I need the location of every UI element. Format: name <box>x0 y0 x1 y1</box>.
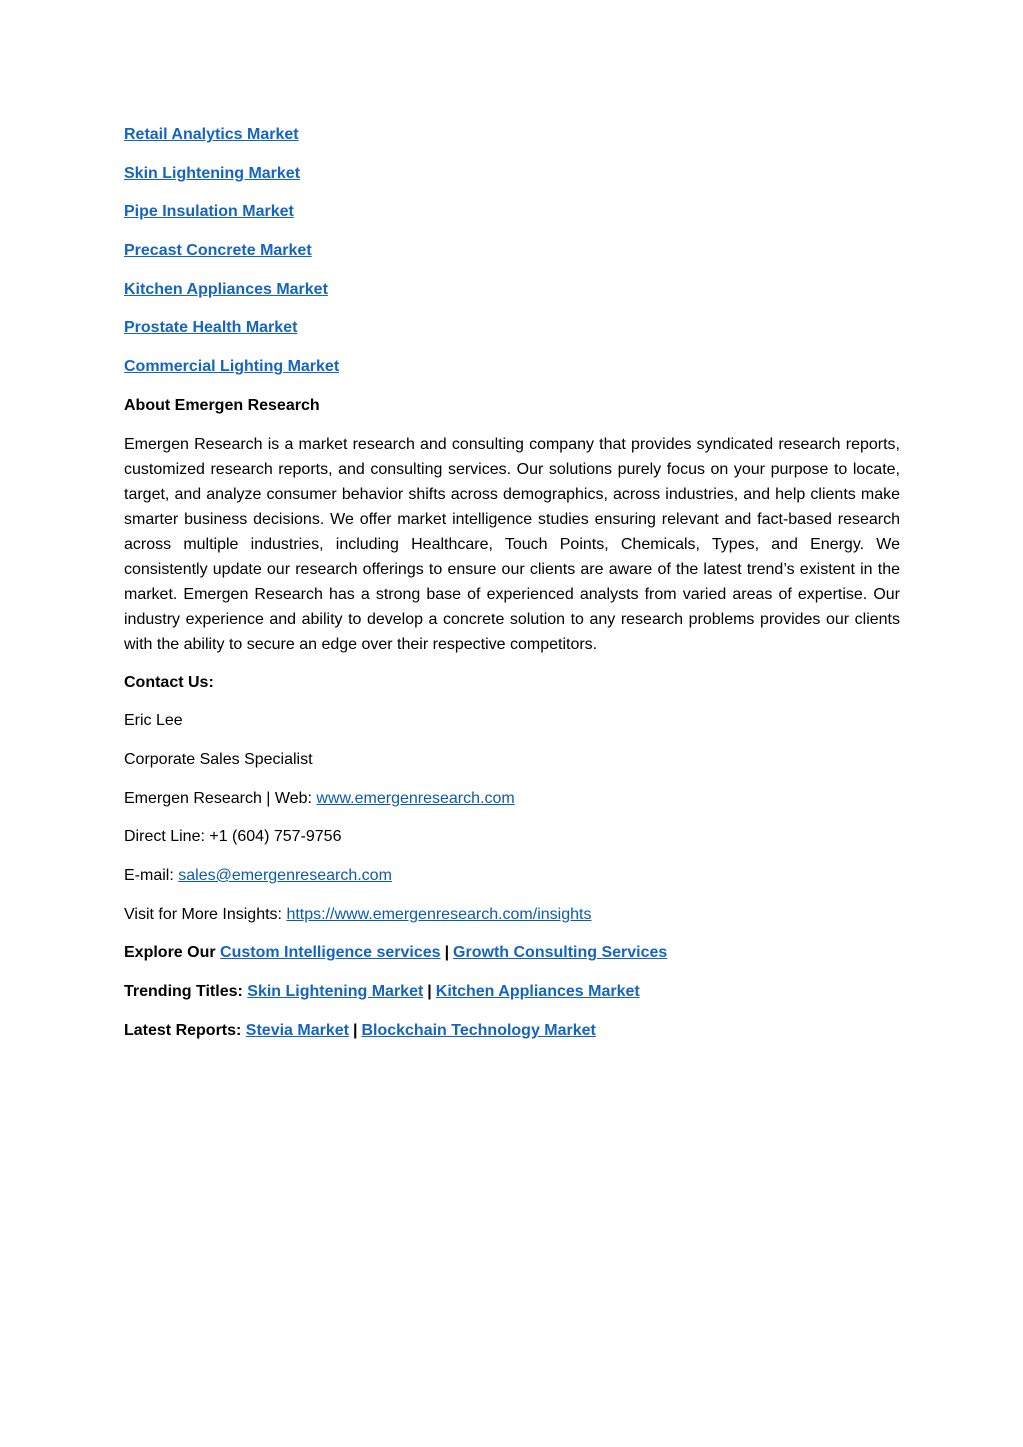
market-link-line <box>124 238 900 277</box>
blockchain-technology-link[interactable]: Blockchain Technology Market <box>361 1021 596 1039</box>
separator: | <box>444 944 450 962</box>
contact-name: Eric Lee <box>124 712 183 730</box>
contact-heading: Contact Us: <box>124 673 214 691</box>
link-commercial-lighting-market[interactable]: Commercial Lighting Market <box>124 358 340 376</box>
about-heading: About Emergen Research <box>124 396 320 414</box>
stevia-market-link[interactable]: Stevia Market <box>245 1021 349 1039</box>
trending-skin-lightening-link[interactable]: Skin Lightening Market <box>247 983 424 1000</box>
custom-intelligence-link[interactable]: Custom Intelligence services <box>220 944 441 962</box>
market-link-line <box>124 122 900 161</box>
web-label: Emergen Research | Web: <box>124 789 317 807</box>
market-link-line <box>124 199 900 238</box>
separator: | <box>352 1021 358 1039</box>
market-link-line <box>124 277 900 316</box>
website-link[interactable]: www.emergenresearch.com <box>316 789 515 807</box>
market-link-line <box>124 354 900 393</box>
explore-label: Explore Our <box>124 944 221 962</box>
link-kitchen-appliances-market[interactable]: Kitchen Appliances Market <box>124 280 328 298</box>
contact-email-line <box>124 863 900 902</box>
latest-line <box>124 1018 900 1057</box>
trending-label: Trending Titles: <box>124 983 248 1000</box>
trending-line <box>124 979 900 1018</box>
separator: | <box>427 983 432 1000</box>
link-skin-lightening-market[interactable]: Skin Lightening Market <box>124 164 301 182</box>
growth-consulting-link[interactable]: Growth Consulting Services <box>453 944 668 962</box>
trending-kitchen-appliances-link[interactable]: Kitchen Appliances Market <box>435 983 640 1000</box>
contact-role: Corporate Sales Specialist <box>124 750 313 768</box>
explore-line <box>124 940 900 979</box>
contact-phone: Direct Line: +1 (604) 757-9756 <box>124 828 342 846</box>
link-precast-concrete-market[interactable]: Precast Concrete Market <box>124 242 312 260</box>
link-retail-analytics-market[interactable]: Retail Analytics Market <box>124 126 299 143</box>
contact-insights-line <box>124 902 900 941</box>
document-page <box>124 122 900 1056</box>
insights-label: Visit for More Insights: <box>124 905 287 923</box>
email-link[interactable]: sales@emergenresearch.com <box>178 866 392 884</box>
latest-label: Latest Reports: <box>124 1021 246 1039</box>
link-pipe-insulation-market[interactable]: Pipe Insulation Market <box>124 203 294 221</box>
link-prostate-health-market[interactable]: Prostate Health Market <box>124 319 298 337</box>
about-paragraph: Emergen Research is a market research and consulting company that provides syndicated research reports, customized research reports, and consulting services. Our solutions purely focus on your purpose to locate, target, and analyze consumer behavior shifts across demographics, across industries, and help clients make smarter business decisions. We offer market intelligence studies ensuring relevant and fact-based research across multiple industries, including Healthcare, Touch Points, Chemicals, Types, and Energy. We consistently update our research offerings to ensure our clients are aware of the latest trend’s existent in the market. Emergen Research has a strong base of experienced analysts from varied areas of expertise. Our industry experience and ability to develop a concrete solution to any research problems provides our clients with the ability to secure an edge over their respective competitors. <box>124 435 900 653</box>
contact-web-line <box>124 786 900 825</box>
market-link-line <box>124 315 900 354</box>
insights-link[interactable]: https://www.emergenresearch.com/insights <box>286 905 592 923</box>
market-link-line <box>124 161 900 200</box>
email-label: E-mail: <box>124 866 179 884</box>
